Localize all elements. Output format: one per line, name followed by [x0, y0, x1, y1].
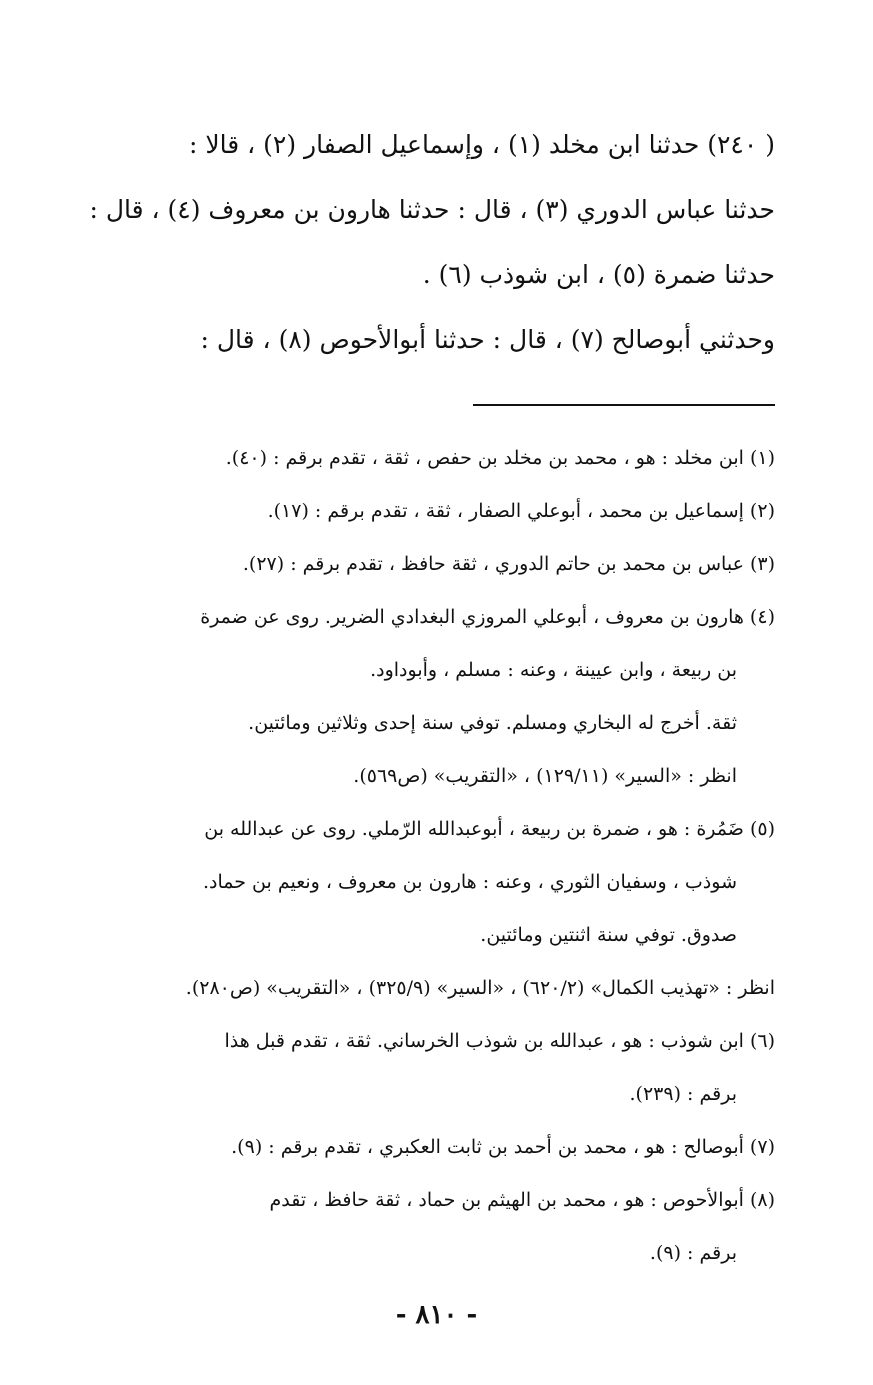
footnote-4-line-3: ثقة. أخرج له البخاري ومسلم. توفي سنة إحدى وثلاثين ومائتين.	[248, 712, 737, 734]
footnote-5	[62, 803, 775, 1015]
footnote-4	[62, 591, 775, 803]
main-line-3: حدثنا ضمرة (٥) ، ابن شوذب (٦) .	[422, 260, 775, 289]
footnote-5-line-4: انظر : «تهذيب الكمال» (٦٢٠/٢) ، «السير» (٣٢٥/٩) ، «التقريب» (ص٢٨٠).	[185, 977, 775, 999]
footnote-8	[62, 1174, 775, 1280]
footnote-divider	[473, 404, 775, 406]
footnote-5-line-2: شوذب ، وسفيان الثوري ، وعنه : هارون بن معروف ، ونعيم بن حماد.	[202, 871, 737, 893]
footnotes	[62, 432, 775, 1280]
footnote-6-line-1: (٦) ابن شوذب : هو ، عبدالله بن شوذب الخرساني. ثقة ، تقدم قبل هذا	[224, 1030, 775, 1052]
main-line-2: حدثنا عباس الدوري (٣) ، قال : حدثنا هارون بن معروف (٤) ، قال :	[89, 195, 775, 224]
main-line-1: ( ٢٤٠) حدثنا ابن مخلد (١) ، وإسماعيل الصفار (٢) ، قالا :	[188, 130, 775, 159]
footnote-1: (١) ابن مخلد : هو ، محمد بن مخلد بن حفص ، ثقة ، تقدم برقم : (٤٠).	[225, 447, 775, 469]
footnote-8-line-2: برقم : (٩).	[649, 1242, 737, 1264]
footnote-4-line-4: انظر : «السير» (١٢٩/١١) ، «التقريب» (ص٥٦٩).	[353, 765, 737, 787]
footnote-5-line-3: صدوق. توفي سنة اثنتين ومائتين.	[480, 924, 737, 946]
footnote-6	[62, 1015, 775, 1121]
main-line-4: وحدثني أبوصالح (٧) ، قال : حدثنا أبوالأحوص (٨) ، قال :	[200, 325, 775, 354]
main-text	[62, 112, 775, 372]
footnote-2: (٢) إسماعيل بن محمد ، أبوعلي الصفار ، ثقة ، تقدم برقم : (١٧).	[267, 500, 775, 522]
footnote-7: (٧) أبوصالح : هو ، محمد بن أحمد بن ثابت العكبري ، تقدم برقم : (٩).	[231, 1136, 775, 1158]
footnote-8-line-1: (٨) أبوالأحوص : هو ، محمد بن الهيثم بن حماد ، ثقة حافظ ، تقدم	[269, 1189, 775, 1211]
footnote-4-line-1: (٤) هارون بن معروف ، أبوعلي المروزي البغدادي الضرير. روى عن ضمرة	[200, 606, 775, 628]
footnote-4-line-2: بن ربيعة ، وابن عيينة ، وعنه : مسلم ، وأبوداود.	[370, 659, 737, 681]
page-number: - ٨١٠ -	[395, 1300, 478, 1330]
footnote-6-line-2: برقم : (٢٣٩).	[629, 1083, 737, 1105]
footnote-3: (٣) عباس بن محمد بن حاتم الدوري ، ثقة حافظ ، تقدم برقم : (٢٧).	[242, 553, 775, 575]
footnote-5-line-1: (٥) ضَمُرة : هو ، ضمرة بن ربيعة ، أبوعبدالله الرّملي. روى عن عبدالله بن	[204, 818, 775, 840]
